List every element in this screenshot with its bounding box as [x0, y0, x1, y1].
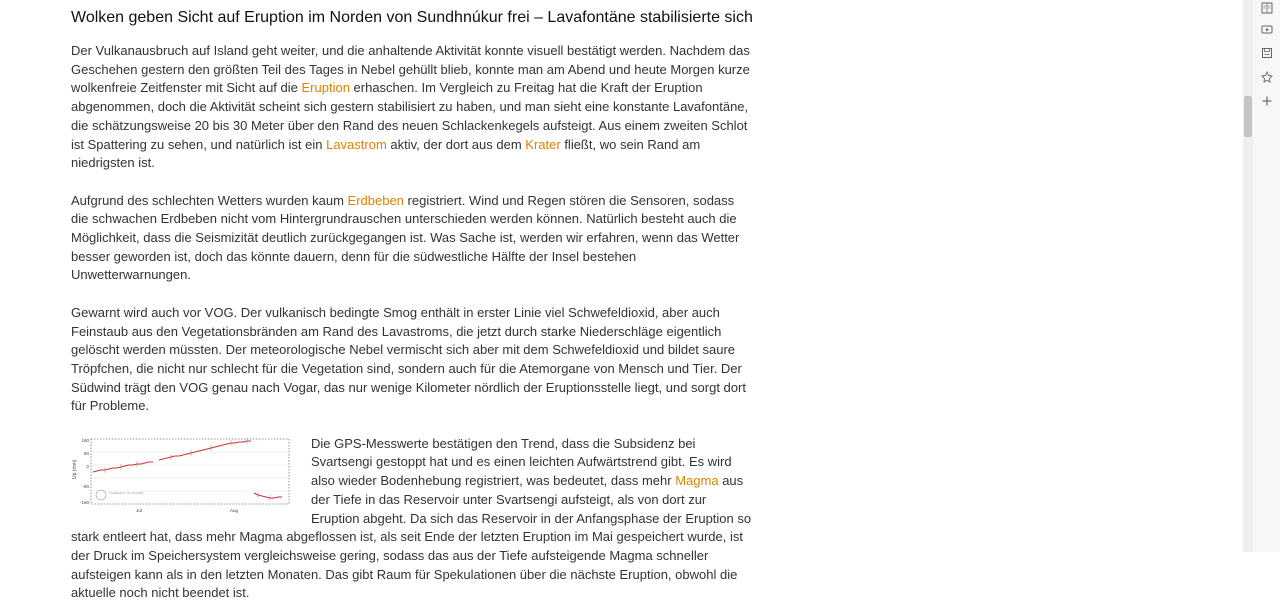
- y-tick: 160: [81, 437, 89, 443]
- y-tick: -80: [82, 483, 89, 489]
- save-icon[interactable]: [1259, 45, 1275, 61]
- x-tick: Aug: [229, 507, 239, 513]
- article-title: Wolken geben Sicht auf Eruption im Norden von Sundhnúkur frei – Lavafontäne stabilisierte sich: [71, 9, 753, 26]
- text: Der Vulkanausbruch auf Island geht weiter, und die anhaltende Aktivität konnte visuell bestätigt werden. Nachdem das Geschehen gestern den größten Teil des Tages in Nebel gehüllt blieb, konnte man am Abend und heute Morgen kurze wolkenfreie Zeitfenster mit Sicht auf die: [71, 43, 750, 96]
- text: fließt, wo sein Rand am niedrigsten ist.: [71, 136, 701, 171]
- y-tick: 0: [86, 463, 89, 469]
- paragraph-1: [71, 42, 755, 173]
- paragraph-3: Gewarnt wird auch vor VOG. Der vulkanisch bedingte Smog enthält in erster Linie viel Schwefeldioxid, aber auch Feinstaub aus den Vegetationsbränden am Rand des Lavastroms, die jetzt durch starke Niederschläge eigentlich gelöscht werden müssten. Der meteorologische Nebel vermischt sich aber mit dem Schwefeldioxid und bildet saure Tröpfchen, die nicht nur schlecht für die Vegetation sind, sondern auch für die Atemorgane von Mensch und Tier. Der Südwind trägt den VOG genau nach Vogar, das nur wenige Kilometer nördlich der Eruptionsstelle liegt, und sorgt dort für Probleme.: [71, 304, 746, 414]
- scrollbar-thumb[interactable]: [1244, 96, 1252, 137]
- media-icon[interactable]: [1259, 21, 1275, 37]
- gps-chart-image[interactable]: [71, 437, 293, 519]
- reader-icon[interactable]: [1259, 0, 1275, 16]
- text: Aufgrund des schlechten Wetters wurden kaum: [71, 192, 348, 208]
- logo-text: UNIVERSITY OF ICELAND: [109, 490, 144, 495]
- add-icon[interactable]: [1259, 93, 1275, 109]
- link-lavastrom[interactable]: Lavastrom: [326, 136, 387, 152]
- text: registriert. Wind und Regen stören die Sensoren, sodass die schwachen Erdbeben nicht vom Hintergrundrauschen unterschieden werden können. Natürlich besteht auch die Möglichkeit, dass die Seismizität deutlich zurückgegangen ist. Was Sache ist, werden wir erfahren, wenn das Wetter besser geworden ist, doch das könnte dauern, denn für die südwestliche Hälfte der Insel bestehen Unwetterwarnungen.: [71, 192, 740, 283]
- paragraph-2: [71, 192, 755, 286]
- link-erdbeben[interactable]: Erdbeben: [347, 192, 404, 208]
- y-tick: -160: [79, 499, 89, 505]
- y-tick: 80: [83, 450, 89, 456]
- text: aus der Tiefe in das Reservoir unter Svartsengi aufsteigt, als von dort zur Eruption abgeht. Da sich das Reservoir in der Anfangsphase der Eruption so stark entleert hat, dass mehr Magma abgeflossen ist, als seit Ende der letzten Eruption im Mai gespeichert wurde, ist der Druck im Speichersystem vergleichsweise gering, sodass das aus der Tiefe aufsteigende Magma schneller aufsteigen kann als in den letzten Monaten. Das gibt Raum für Spekulationen über die nächste Eruption, obwohl die aktuelle noch nicht beendet ist.: [71, 473, 752, 601]
- y-axis-label: Up (mm): [72, 459, 78, 479]
- text: erhaschen. Im Vergleich zu Freitag hat die Kraft der Eruption abgenommen, doch die Aktivität scheint sich gestern stabilisiert zu haben, und man sieht eine konstante Lavafontäne, die schätzungsweise 20 bis 30 Meter über den Rand des neuen Schlackenkegels aufsteigt. Aus einem zweiten Schlot ist Spattering zu sehen, und natürlich ist ein: [71, 80, 749, 152]
- article: [71, 0, 755, 603]
- text: aktiv, der dort aus dem: [386, 136, 526, 152]
- link-eruption[interactable]: Eruption: [301, 80, 350, 96]
- text: Die GPS-Messwerte bestätigen den Trend, dass die Subsidenz bei Svartsengi gestoppt hat und es einen leichten Aufwärtstrend gibt. Es wird also wieder Bodenhebung registriert, was bedeutet, dass mehr: [311, 435, 732, 489]
- pin-icon[interactable]: [1259, 69, 1275, 85]
- scrollbar-track[interactable]: [1243, 0, 1253, 552]
- link-magma[interactable]: Magma: [675, 473, 719, 489]
- x-tick: Jul: [136, 507, 142, 513]
- link-krater[interactable]: Krater: [525, 136, 561, 152]
- paragraph-4: [71, 435, 755, 603]
